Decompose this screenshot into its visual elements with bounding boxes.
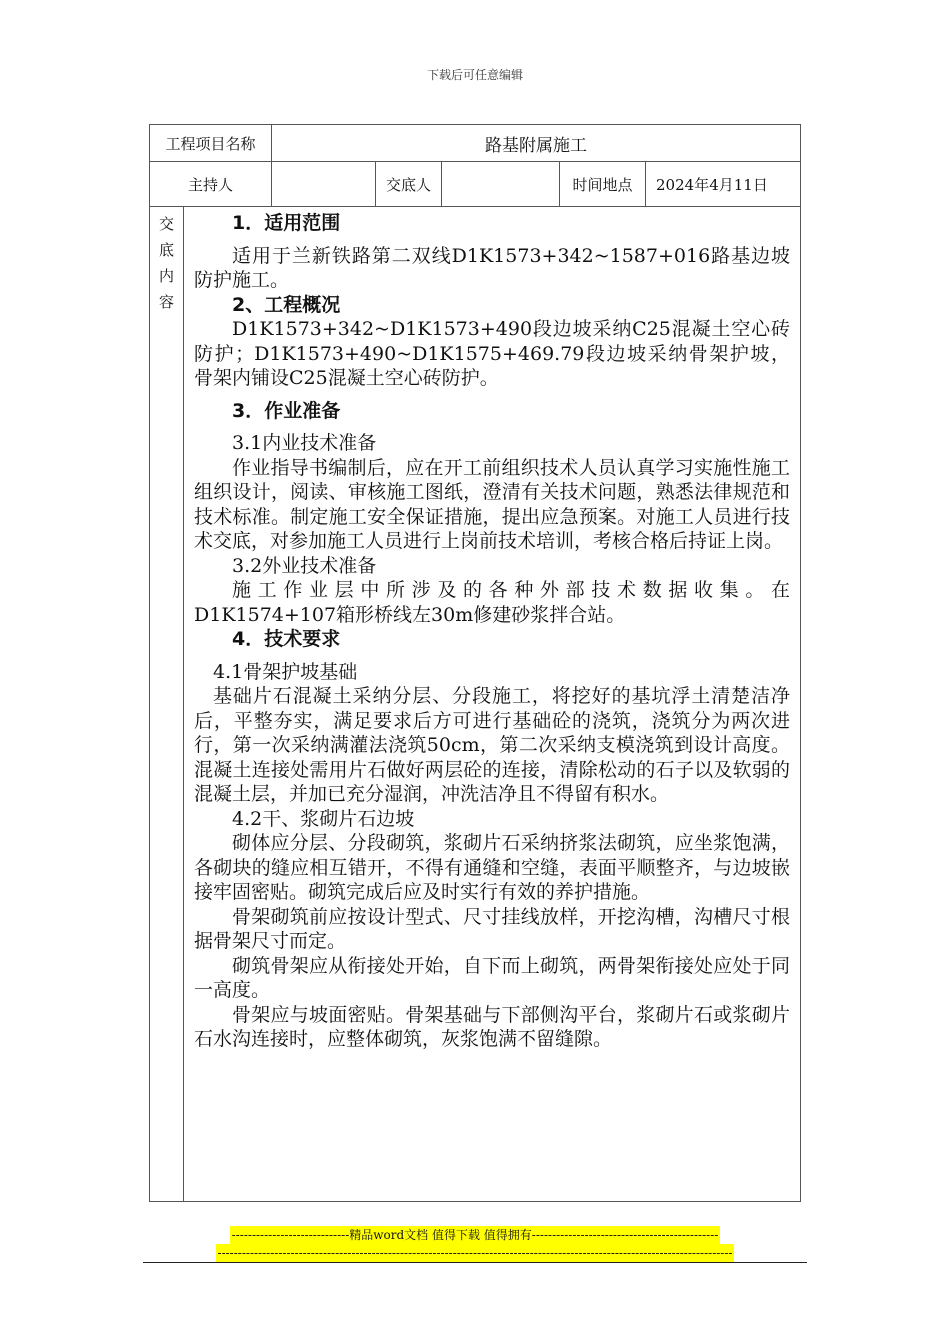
briefing-table: [149, 124, 801, 1202]
content-label: [150, 207, 184, 1202]
content-label-char: 内: [158, 267, 174, 285]
time-place-label: 时间地点: [560, 162, 646, 207]
section-3-1-title: 3.1内业技术准备: [232, 432, 377, 454]
time-place-value: 2024年4月11日: [646, 162, 801, 207]
content-label-char: 交: [158, 215, 174, 233]
content-label-char: 容: [158, 293, 174, 311]
footer-divider: [143, 1262, 807, 1263]
section-4-2-title: 4.2干、浆砌片石边坡: [232, 807, 415, 830]
section-4-1-title: 4.1骨架护坡基础: [213, 660, 358, 683]
content-label-char: 底: [158, 241, 174, 259]
section-3-1-text: 作业指导书编制后，应在开工前组织技术人员认真学习实施性施工组织设计，阅读、审核施工图纸，澄清有关技术问题，熟悉法律规范和技术标准。制定施工安全保证措施，提出应急预案。对施工人员进行技术交底，对参加施工人员进行上岗前技术培训，考核合格后持证上岗。: [194, 456, 791, 552]
section-3-2-title: 3.2外业技术准备: [232, 554, 377, 577]
footer-banner-line1: -----------------------------精品word文档 值得下载 值得拥有----------------------------------------------: [231, 1228, 719, 1242]
project-name-value: 路基附属施工: [272, 125, 801, 162]
host-value: [272, 162, 376, 207]
section-1-heading: 1．适用范围: [232, 212, 341, 234]
section-4-2-paragraph: 砌筑骨架应从衔接处开始，自下而上砌筑，两骨架衔接处应处于同一高度。: [194, 954, 791, 1001]
section-4-1-text: 基础片石混凝土采纳分层、分段施工，将挖好的基坑浮土清楚洁净后，平整夯实，满足要求后方可进行基础砼的浇筑，浇筑分为两次进行，第一次采纳满灌法浇筑50cm，第二次采纳支模浇筑到设计高度。混凝土连接处需用片石做好两层砼的连接，清除松动的石子以及软弱的混凝土层，并加已充分湿润，冲洗洁净且不得留有积水。: [194, 685, 791, 805]
section-4-2-paragraph: 砌体应分层、分段砌筑，浆砌片石采纳挤浆法砌筑，应坐浆饱满，各砌块的缝应相互错开，不得有通缝和空缝，表面平顺整齐，与边坡嵌接牢固密贴。砌筑完成后应及时实行有效的养护措施。: [194, 832, 791, 903]
footer-banner: [0, 1226, 950, 1262]
section-4-2-paragraph: 骨架应与坡面密贴。骨架基础与下部侧沟平台，浆砌片石或浆砌片石水沟连接时，应整体砌筑，灰浆饱满不留缝隙。: [194, 1003, 791, 1050]
section-2-heading: 2、工程概况: [232, 293, 341, 316]
presenter-label: 交底人: [376, 162, 442, 207]
section-3-2-text: 施工作业层中所涉及的各种外部技术数据收集。在D1K1574+107箱形桥线左30m修建砂浆拌合站。: [194, 579, 791, 626]
section-3-heading: 3．作业准备: [232, 399, 341, 422]
section-1-text: 适用于兰新铁路第二双线D1K1573+342~1587+016路基边坡防护施工。: [194, 244, 791, 291]
host-label: 主持人: [150, 162, 272, 207]
section-2-text: D1K1573+342~D1K1573+490段边坡采纳C25混凝土空心砖防护；D1K1573+490~D1K1575+469.79段边坡采纳骨架护坡，骨架内铺设C25混凝土空心砖防护。: [194, 318, 791, 389]
presenter-value: [442, 162, 560, 207]
project-name-label: 工程项目名称: [150, 125, 272, 162]
section-4-2-paragraph: 骨架砌筑前应按设计型式、尺寸挂线放样，开挖沟槽，沟槽尺寸根据骨架尺寸而定。: [194, 905, 791, 952]
footer-banner-line2: -------------------------------------------------------------------------------------------------------------------------------: [217, 1246, 733, 1260]
header-note: 下载后可任意编辑: [426, 68, 523, 82]
section-4-heading: 4．技术要求: [232, 628, 341, 650]
briefing-content: [184, 207, 801, 1202]
